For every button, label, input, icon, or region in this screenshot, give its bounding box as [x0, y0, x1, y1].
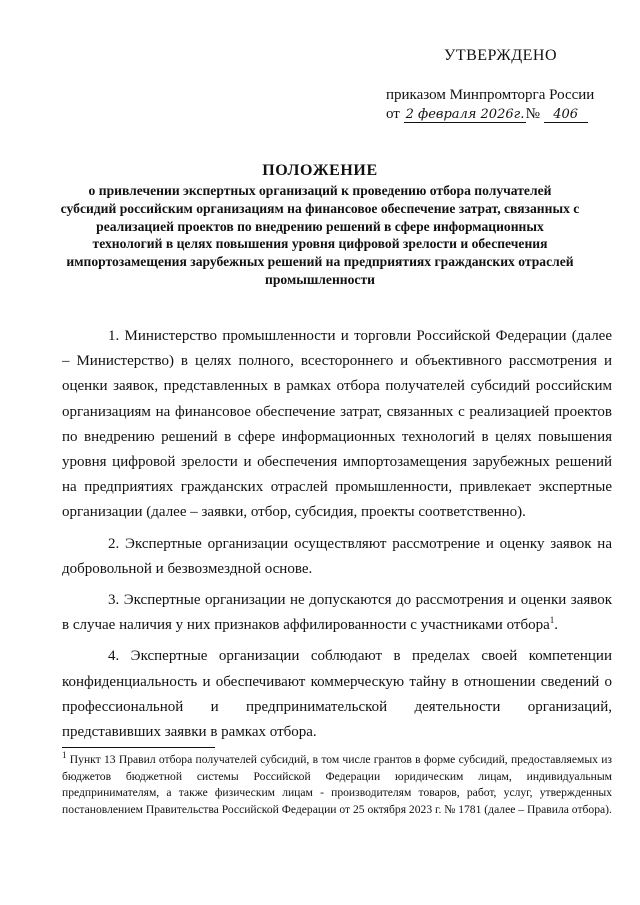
footnote-mark: 1 — [62, 750, 67, 761]
paragraph-3-text: 3. Экспертные организации не допускаются до рассмотрения и оценки заявок в случае наличия у них признаков аффилированности с участниками отбора — [62, 592, 612, 634]
paragraph-3-end: . — [554, 617, 558, 634]
approval-stamp-heading: УТВЕРЖДЕНО — [444, 47, 558, 64]
paragraph-2: 2. Экспертные организации осуществляют рассмотрение и оценку заявок на добровольной и безвозмездной основе. — [62, 535, 612, 577]
handwritten-date: 2 февраля 2026г. — [405, 107, 525, 122]
document-title-block — [60, 162, 580, 289]
date-prefix: от — [386, 106, 400, 122]
footnote-reference: 1 — [549, 615, 555, 626]
footnote — [62, 752, 612, 818]
paragraph-3 — [62, 588, 612, 638]
order-date-line — [386, 106, 588, 123]
number-prefix: № — [525, 106, 540, 122]
order-line: приказом Минпромторга России — [386, 87, 595, 103]
paragraph-1: 1. Министерство промышленности и торговли Российской Федерации (далее – Министерство) в целях полного, всестороннего и объективного рассмотрения и оценки заявок, представленных в рамках отбора получателей субсидий российским организациям на финансовое обеспечение затрат, связанных с реализацией проектов по внедрению решений в сфере информационных технологий в целях повышения уровня цифровой зрелости и обеспечения импортозамещения зарубежных решений на предприятиях гражданских отраслей промышленности, привлекает экспертные организации (далее – заявки, отбор, субсидия, проекты соответственно). — [62, 328, 612, 521]
document-body — [62, 324, 612, 751]
footnote-text: Пункт 13 Правил отбора получателей субсидий, в том числе грантов в форме субсидий, предоставляемых из бюджетов бюджетной системы Российской Федерации юридическим лицам, индивидуальным предпринимателям, а также физическим лицам - производителям товаров, работ, услуг, утвержденных постановлением Правительства Российской Федерации от 25 октября 2023 г. № 1781 (далее – Правила отбора). — [62, 753, 612, 816]
handwritten-order-number: 406 — [544, 107, 588, 123]
document-title: ПОЛОЖЕНИЕ — [262, 162, 378, 179]
document-subtitle: о привлечении экспертных организаций к проведению отбора получателей субсидий российским организациям на финансовое обеспечение затрат, связанных с реализацией проектов по внедрению решений в сфере информационных технологий в целях повышения уровня цифровой зрелости и обеспечения импортозамещения зарубежных решений на предприятиях гражданских отраслей промышленности — [60, 183, 580, 287]
paragraph-4: 4. Экспертные организации соблюдают в пределах своей компетенции конфиденциальность и обеспечивают коммерческую тайну в отношении сведений о профессиональной и предпринимательской деятельности организаций, представивших заявки в рамках отбора. — [62, 648, 612, 741]
footnote-separator — [62, 747, 215, 748]
